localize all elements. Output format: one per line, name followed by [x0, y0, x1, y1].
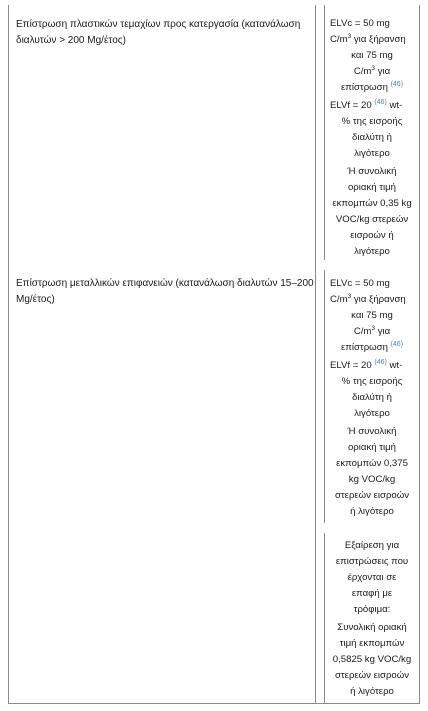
table-border-right — [419, 5, 420, 704]
row2-limits: ELVc = 50 mg $C/m^3$ για ξήρανση και 75 mg $C/m^3$ για επίστρωση $^{(46)}$ ELVf = 20 $^{(46)}$ wt- % της εισροής διαλύτη ή λιγότερο Ή συνολική οριακή τιμή εκπομπών 0,375 kg VOC/kg στερεών εισροών ή λιγότερο — [330, 278, 410, 517]
footnote-link[interactable]: (46) — [374, 98, 387, 106]
exception-cell: Εξαίρεση για επιστρώσεις που έρχονται σε επαφή με τρόφιμα: Συνολική οριακή τιμή εκπομπών 0,5825 kg VOC/kg στερεών εισροών ή λιγότερο — [332, 540, 412, 697]
inner-cell-line — [324, 533, 325, 704]
table-border-left — [8, 5, 9, 704]
footnote-link[interactable]: (46) — [374, 358, 387, 366]
footnote-link[interactable]: (46) — [390, 80, 404, 88]
inner-cell-line — [324, 270, 325, 523]
row2-activity: Επίστρωση μεταλλικών επιφανειών (κατανάλωση διαλυτών 15–200 Mg/έτος) — [16, 278, 314, 305]
table-border-bottom — [8, 703, 420, 704]
row1-activity: Επίστρωση πλαστικών τεμαχίων προς κατεργασία (κατανάλωση διαλυτών > 200 Mg/έτος) — [16, 19, 301, 46]
row1-limits: ELVc = 50 mg $C/m^3$ για ξήρανση και 75 mg $C/m^3$ για επίστρωση $^{(46)}$ ELVf = 20 $^{(46)}$ wt- % της εισροής διαλύτη ή λιγότερο Ή συνολική οριακή τιμή εκπομπών 0,35 kg VOC/kg στερεών εισροών ή λιγότερο — [330, 18, 412, 257]
column-divider — [315, 5, 316, 704]
inner-cell-line — [324, 5, 325, 260]
table-frame — [8, 5, 420, 704]
footnote-link[interactable]: (46) — [390, 340, 404, 348]
